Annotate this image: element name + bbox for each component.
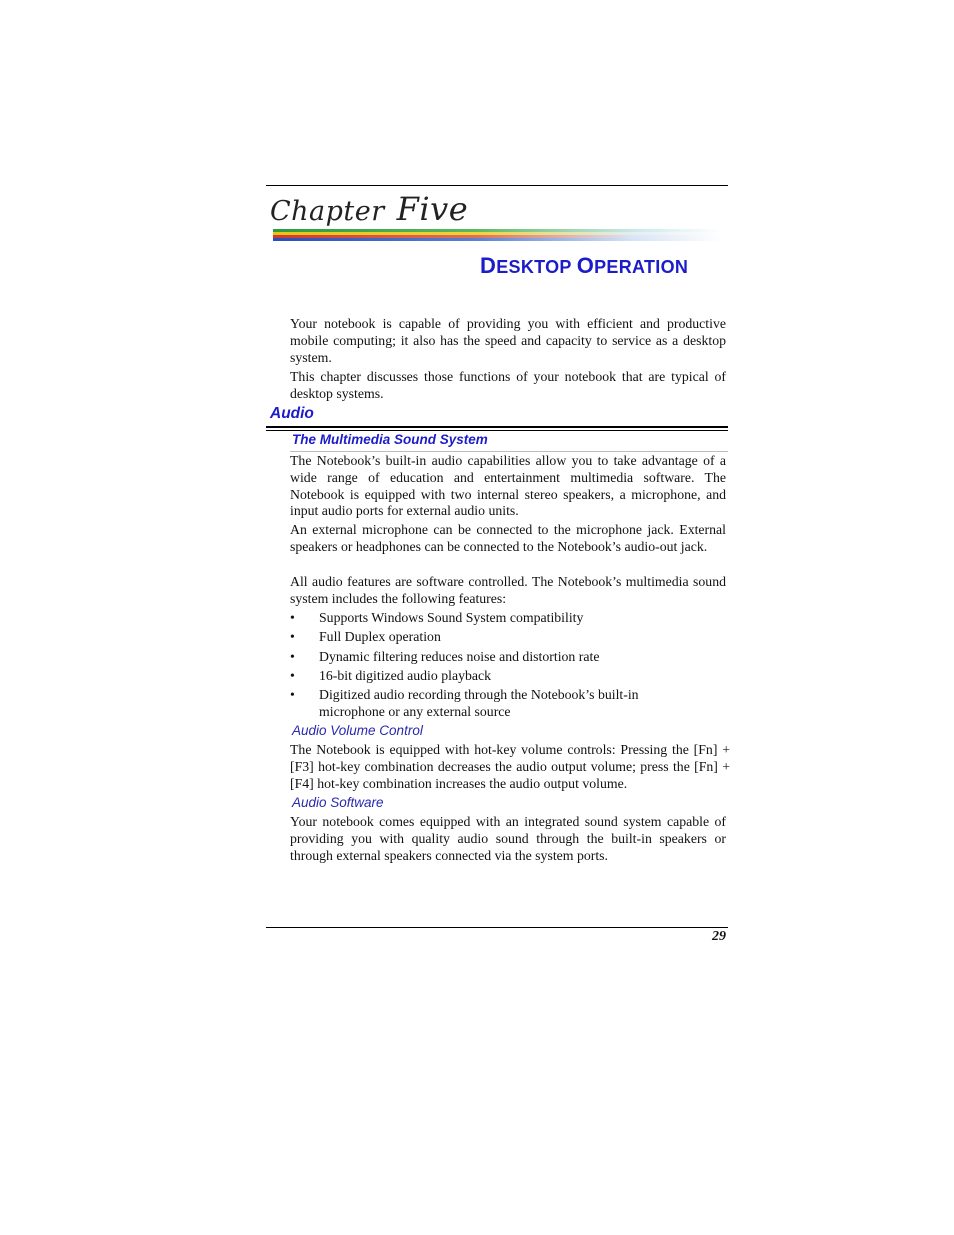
multimedia-underline bbox=[290, 451, 728, 452]
multimedia-paragraph-2: An external microphone can be connected to the microphone jack. External speakers or headphones can be connected to the Notebook’s audio-out jack. bbox=[290, 522, 726, 554]
section-title-rest-1: ESKTOP bbox=[496, 257, 572, 277]
intro-paragraph-1: Your notebook is capable of providing you with efficient and productive mobile computing; it also has the speed and capacity to service as a desktop system. bbox=[290, 316, 726, 365]
chapter-title bbox=[270, 190, 468, 228]
audio-rule-thick bbox=[266, 426, 728, 428]
list-item-text: Dynamic filtering reduces noise and distortion rate bbox=[319, 648, 600, 664]
multimedia-paragraph-3: All audio features are software controlled. The Notebook’s multimedia sound system includes the following features: bbox=[290, 574, 726, 606]
list-item bbox=[290, 610, 730, 627]
list-item-text: 16-bit digitized audio playback bbox=[319, 667, 492, 683]
page-number: 29 bbox=[712, 929, 726, 944]
list-item bbox=[290, 649, 730, 666]
features-list bbox=[290, 610, 730, 723]
chapter-number: Five bbox=[396, 190, 469, 228]
multimedia-paragraph-1: The Notebook’s built-in audio capabilities allow you to take advantage of a wide range of education and entertainment multimedia software. The Notebook is equipped with two internal stereo speakers, a microphone, and input audio ports for external audio units. bbox=[290, 453, 726, 519]
bullet-icon: • bbox=[290, 687, 295, 703]
list-item bbox=[290, 668, 730, 685]
bullet-icon: • bbox=[290, 610, 295, 625]
volume-paragraph: The Notebook is equipped with hot-key volume controls: Pressing the [Fn] + [F3] hot-key combination decreases the audio output volume; press the [Fn] + [F4] hot-key combination increases the audio output volume. bbox=[290, 742, 730, 791]
bullet-icon: • bbox=[290, 629, 295, 645]
section-title-rest-2: PERATION bbox=[594, 257, 689, 277]
multimedia-heading: The Multimedia Sound System bbox=[292, 432, 488, 447]
footer-rule bbox=[266, 927, 728, 928]
section-title-cap-1: D bbox=[480, 253, 497, 278]
audio-rule-thin bbox=[266, 430, 728, 431]
list-item-text: Full Duplex operation bbox=[319, 629, 441, 645]
section-title bbox=[480, 253, 688, 279]
list-item-text: Supports Windows Sound System compatibility bbox=[319, 610, 584, 625]
software-heading: Audio Software bbox=[292, 795, 384, 810]
chapter-label: Chapter bbox=[270, 196, 385, 227]
header-rule bbox=[266, 185, 728, 186]
bullet-icon: • bbox=[290, 648, 295, 664]
list-item bbox=[290, 687, 689, 720]
bullet-icon: • bbox=[290, 667, 295, 683]
section-title-cap-2: O bbox=[576, 253, 595, 278]
software-paragraph: Your notebook comes equipped with an integrated sound system capable of providing you with quality audio sound through the built-in speakers or through external speakers connected via the system ports. bbox=[290, 814, 726, 863]
color-bar-blue bbox=[273, 238, 723, 241]
list-item-text: Digitized audio recording through the Notebook’s built-in microphone or any external source bbox=[319, 687, 639, 719]
list-item bbox=[290, 629, 730, 646]
intro-paragraph-2: This chapter discusses those functions of your notebook that are typical of desktop systems. bbox=[290, 369, 726, 401]
audio-heading: Audio bbox=[270, 405, 314, 422]
volume-heading: Audio Volume Control bbox=[292, 723, 423, 738]
